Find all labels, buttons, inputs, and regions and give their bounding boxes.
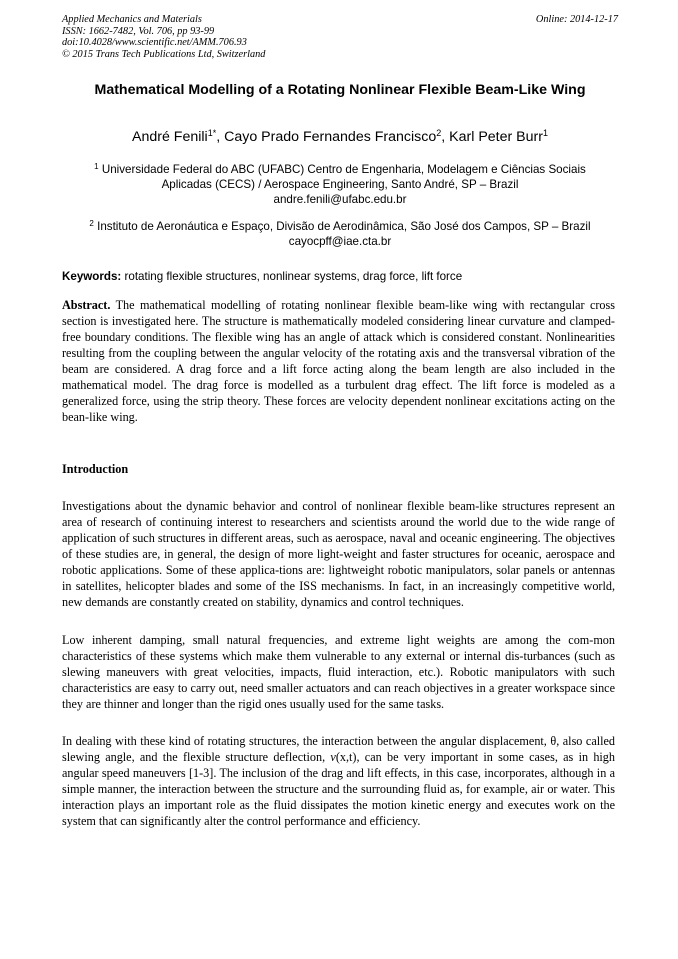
keywords-text: rotating flexible structures, nonlinear systems, drag force, lift force: [124, 270, 463, 283]
paragraph-text: (x,t), can be very important in some cases, as in high angular speed maneuvers [1-3]. The inclusion of the drag and lift effects, in this case, incorporates, although in a simple manner, the interaction between the structure and the surrounding fluid as, for example, air or water. This interaction plays an important role as the fluid dissipates the motion kinetic energy and executes work on the system that can significantly alter the control performance and efficiency.: [62, 750, 615, 828]
author-affiliation-mark: 1*: [207, 128, 217, 138]
affiliation-number: 2: [89, 219, 94, 228]
issn-line: ISSN: 1662-7482, Vol. 706, pp 93-99: [62, 25, 215, 37]
abstract-label: Abstract.: [62, 298, 111, 312]
journal-header: [62, 14, 618, 60]
doi-line: doi:10.4028/www.scientific.net/AMM.706.93: [62, 37, 247, 49]
affiliation-number: 1: [94, 162, 99, 171]
paper-title: Mathematical Modelling of a Rotating Nonlinear Flexible Beam-Like Wing: [94, 82, 586, 98]
theta-symbol: θ: [550, 734, 557, 748]
copyright-line: © 2015 Trans Tech Publications Ltd, Switzerland: [62, 48, 266, 60]
affiliation-2: [62, 219, 618, 249]
author-name: Karl Peter Burr: [449, 129, 543, 145]
abstract: [62, 297, 615, 425]
online-date: Online: 2014-12-17: [535, 14, 618, 25]
author-name: André Fenili: [131, 129, 208, 145]
paragraph: [62, 733, 615, 829]
author-email[interactable]: andre.fenili@ufabc.edu.br: [273, 193, 407, 206]
section-heading-introduction: Introduction: [62, 462, 129, 476]
author-affiliation-mark: 1: [542, 128, 548, 138]
author-affiliation-mark: 2: [436, 128, 442, 138]
paragraph-text: In dealing with these kind of rotating structures, the interaction between the angular displacement,: [62, 734, 547, 748]
affiliation-1: [62, 162, 618, 207]
paragraph-text: , also called slewing angle, and the flexible structure deflection,: [62, 734, 616, 764]
abstract-text: The mathematical modelling of rotating nonlinear flexible beam-like wing with rectangular cross section is investigated here. The structure is mathematically modeled considering linear curvature and clamped-free boundary conditions. The flexible wing has an angle of attack which is considered constant. Nonlinearities resulting from the coupling between the angular velocity of the rotating axis and the transversal vibration of the beam are considered. A drag force and a lift force acting along the beam length are also included in the mathematical model. The drag force is modelled as a turbulent drag effect. The lift force is modeled as a generalized force, using the strip theory. These forces are velocity dependent nonlinear excitations acting on the bean-like wing.: [62, 298, 615, 424]
keywords-label: Keywords:: [62, 270, 122, 283]
deflection-symbol: v: [330, 750, 336, 764]
journal-name: Applied Mechanics and Materials: [62, 14, 202, 25]
affiliation-line: Universidade Federal do ABC (UFABC) Centro de Engenharia, Modelagem e Ciências Sociais: [101, 163, 586, 176]
affiliation-line: Instituto de Aeronáutica e Espaço, Divisão de Aerodinâmica, São José dos Campos, SP – Brazil: [97, 220, 591, 233]
paragraph: Low inherent damping, small natural frequencies, and extreme light weights are among the com-mon characteristics of these systems which make them vulnerable to any external or internal dis-turbances (such as slewing maneuvers with great velocities, impacts, fluid interaction, etc.). Robotic manipulators with such characteristics are easy to carry out, need smaller actuators and can reach objectives in a greater workspace since they are thinner and longer than the rigid ones usually used for the same tasks.: [62, 633, 615, 711]
author-email[interactable]: cayocpff@iae.cta.br: [288, 235, 392, 248]
author-list: André Fenili$^{1*}$, Cayo Prado Fernandes Francisco$^2$, Karl Peter Burr$^1$: [131, 128, 548, 145]
keywords: [62, 269, 618, 284]
affiliation-line: Aplicadas (CECS) / Aerospace Engineering, Santo André, SP – Brazil: [161, 178, 519, 191]
author-name: Cayo Prado Fernandes Francisco: [224, 129, 437, 145]
paragraph: Investigations about the dynamic behavior and control of nonlinear flexible beam-like structures represent an area of research of continuing interest to researchers and scientists around the world due to the wide range of application of such structures in different areas, such as aerospace, naval and oceanic engineering. The objectives of these studies are, in general, the design of more light-weight and faster structures for oceanic, aerospace and robotic applications. Some of these applica-tions are: lightweight robotic manipulators, solar panels or antennas in satellites, helicopter blades and some of the ISS mechanisms. In fact, in an increasingly competitive world, new demands are constantly created on stability, dynamics and control techniques.: [62, 499, 615, 609]
